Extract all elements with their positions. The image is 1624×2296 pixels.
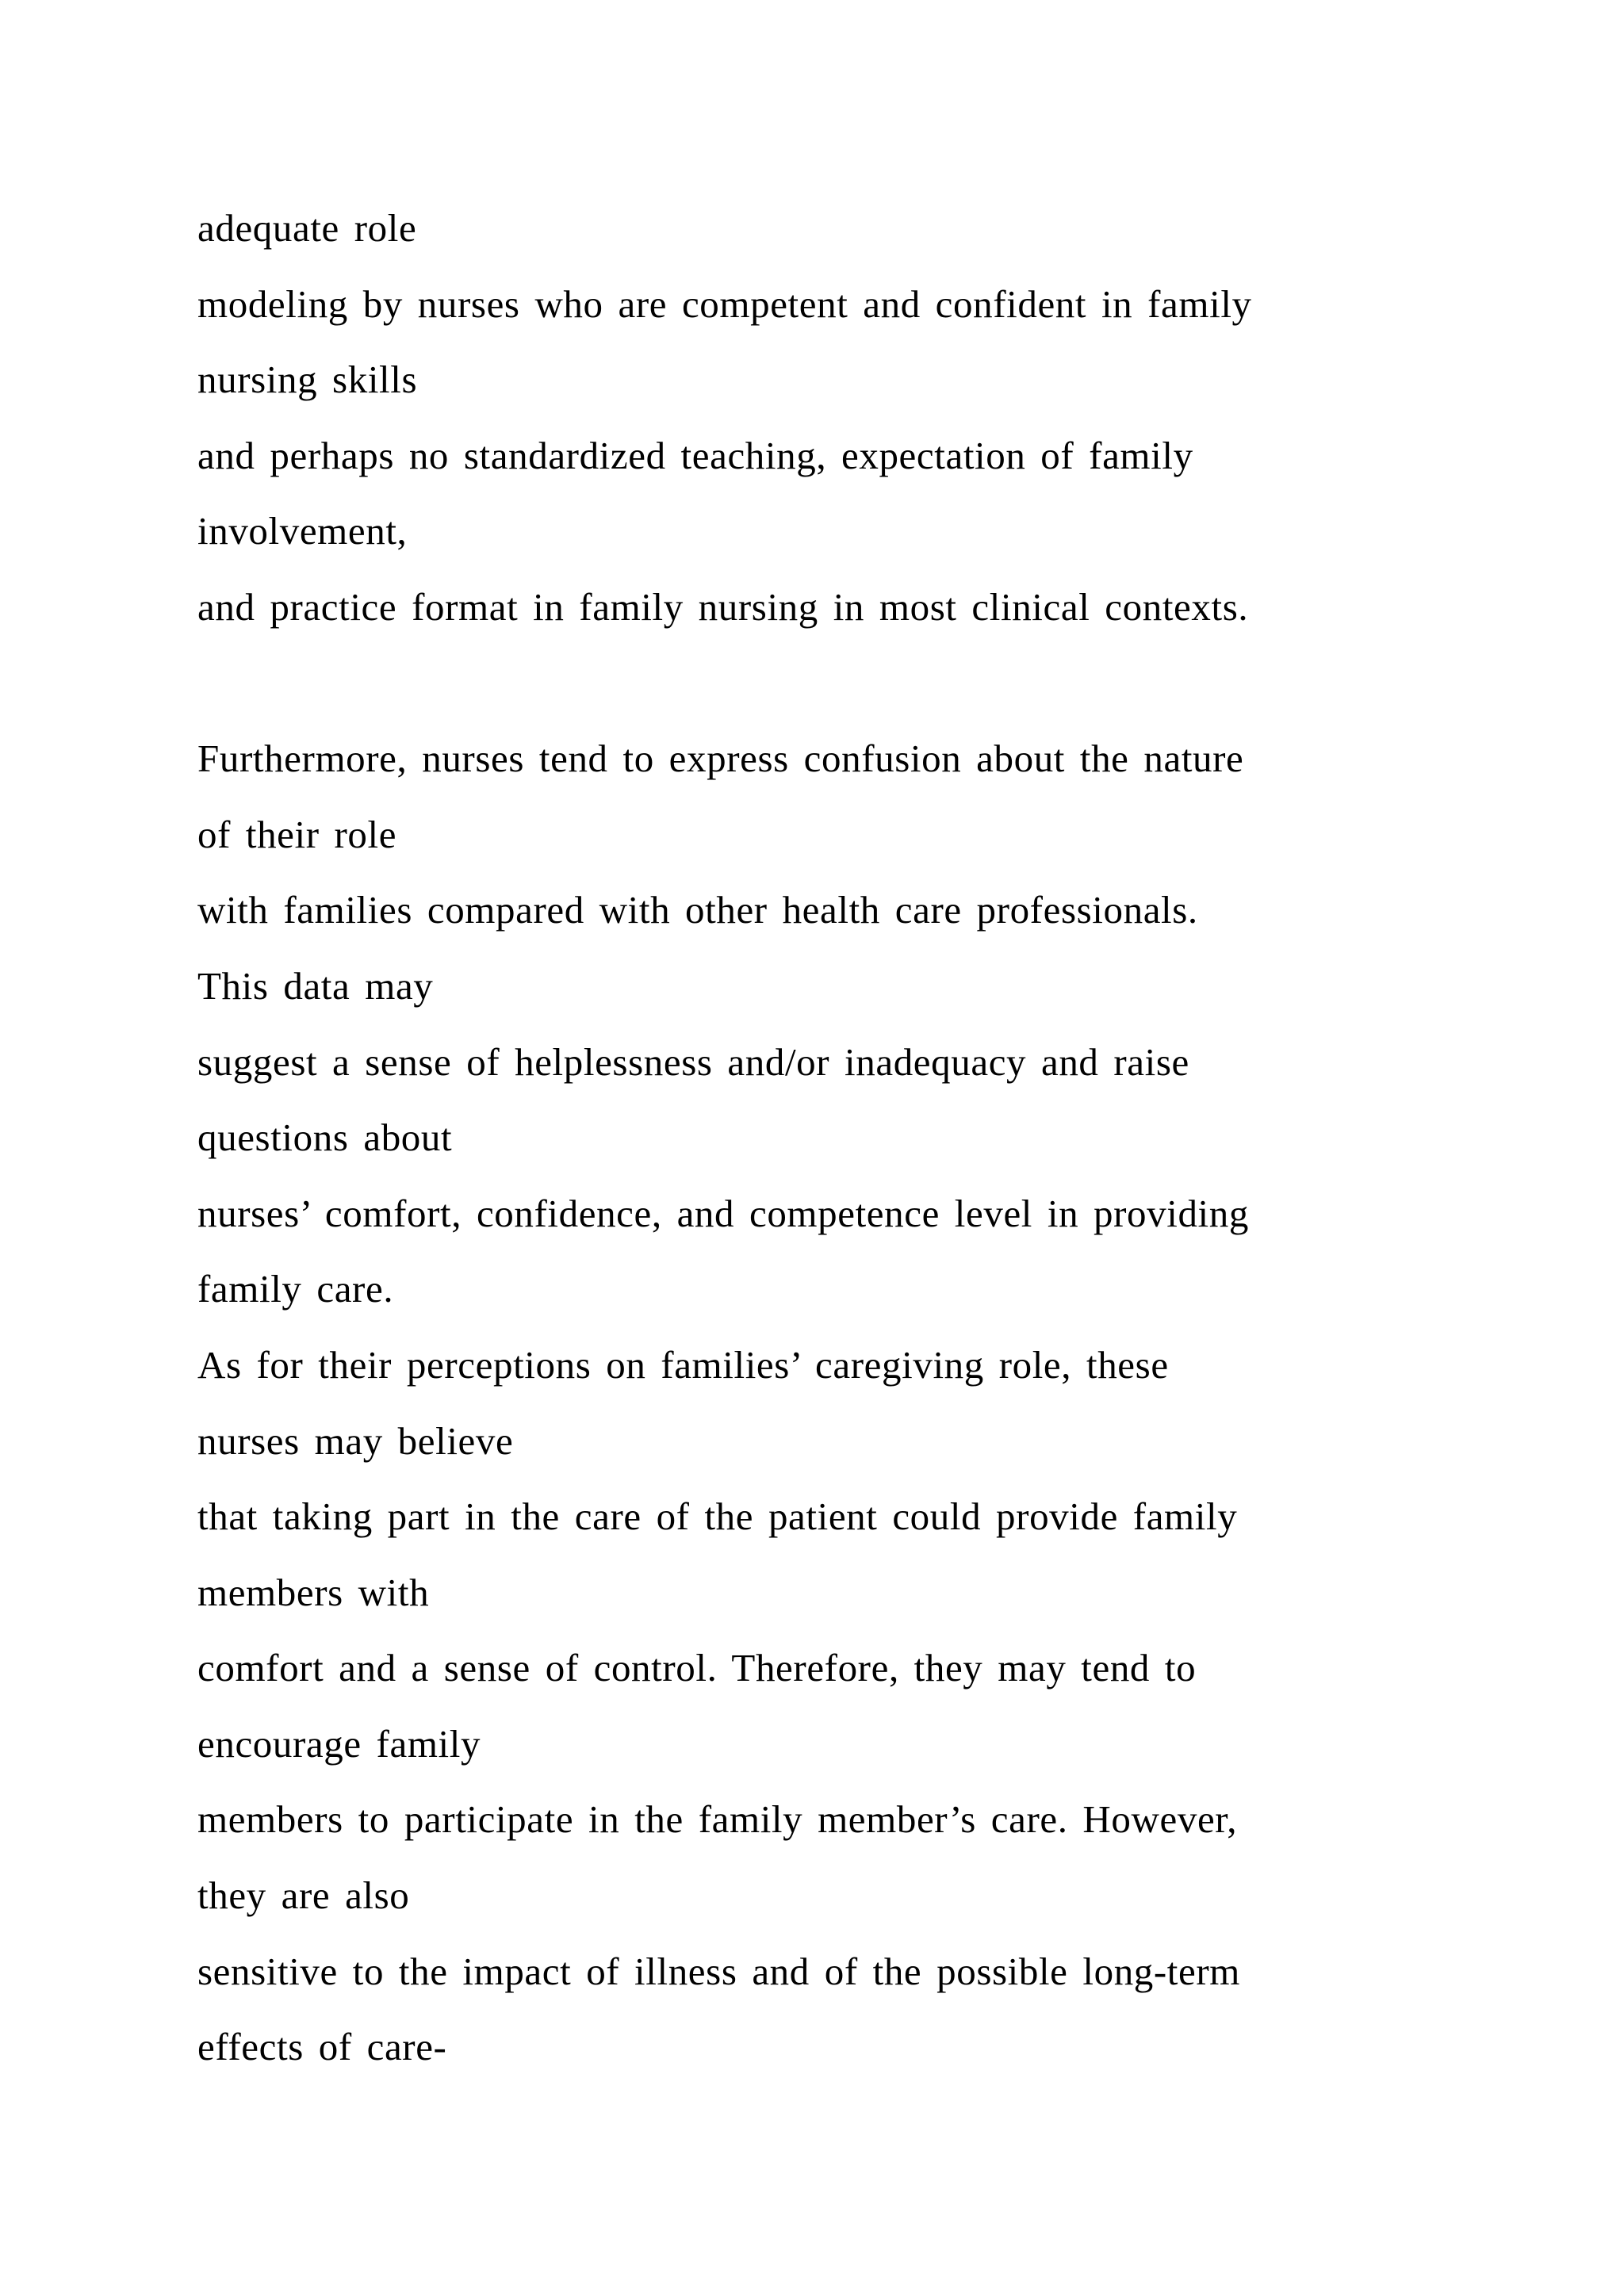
text-line: family care. <box>197 1267 394 1311</box>
text-line: of their role <box>197 812 397 856</box>
text-line: involvement, <box>197 509 408 553</box>
text-line: suggest a sense of helplessness and/or inadequacy and raise <box>197 1039 1189 1084</box>
text-line: effects of care- <box>197 2025 447 2069</box>
text-line: encourage family <box>197 1721 481 1766</box>
text-line: As for their perceptions on families’ caregiving role, these <box>197 1342 1169 1387</box>
text-line: Furthermore, nurses tend to express confusion about the nature <box>197 737 1244 781</box>
text-line: nurses may believe <box>197 1418 514 1463</box>
text-line: This data may <box>197 963 434 1008</box>
text-line: with families compared with other health care professionals. <box>197 888 1198 932</box>
text-line: modeling by nurses who are competent and confident in family <box>197 281 1252 326</box>
text-line: sensitive to the impact of illness and of the possible long-term <box>197 1949 1241 1993</box>
text-line: questions about <box>197 1115 453 1160</box>
text-line: members to participate in the family member’s care. However, <box>197 1797 1238 1842</box>
text-line: and practice format in family nursing in most clinical contexts. <box>197 584 1249 629</box>
text-line: nurses’ comfort, confidence, and competence level in providing <box>197 1191 1249 1235</box>
text-line: that taking part in the care of the patient could provide family <box>197 1494 1238 1539</box>
text-line: members with <box>197 1570 430 1614</box>
text-line: they are also <box>197 1873 410 1918</box>
text-line: adequate role <box>197 206 417 250</box>
body-text <box>197 190 1545 2085</box>
text-line: and perhaps no standardized teaching, expectation of family <box>197 433 1193 477</box>
paragraph-gap <box>197 645 1545 721</box>
text-line: comfort and a sense of control. Therefore, they may tend to <box>197 1646 1197 1690</box>
text-line: nursing skills <box>197 358 418 402</box>
